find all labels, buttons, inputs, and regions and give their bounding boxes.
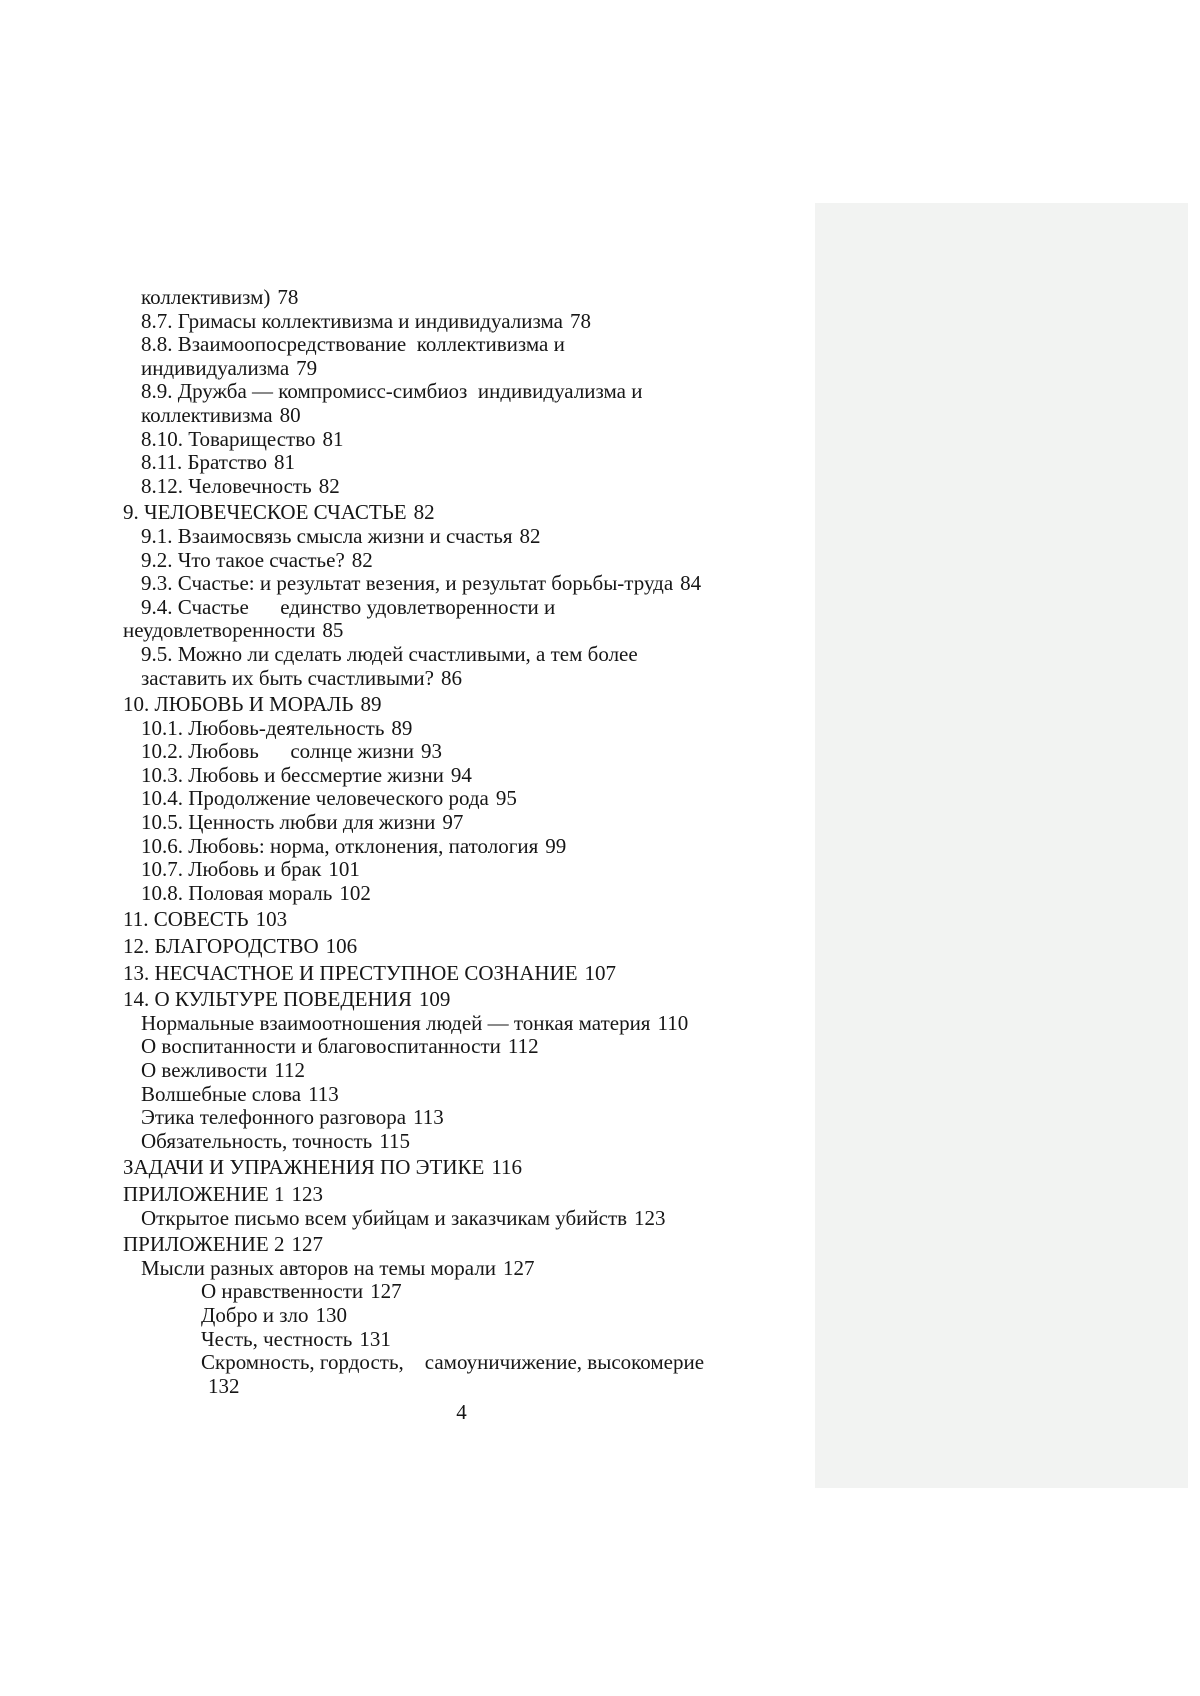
toc-entry-title: Скромность, гордость, самоуничижение, высокомерие — [201, 1350, 705, 1375]
toc-entry-title: 8.9. Дружба — компромисс-симбиоз индивидуализма и — [141, 379, 643, 404]
toc-entry-title: 10.2. Любовь солнце жизни — [141, 739, 414, 764]
toc-entry-title: 10.8. Половая мораль — [141, 880, 333, 905]
toc-entry-page-number: 110 — [657, 1010, 689, 1035]
toc-row — [123, 740, 800, 764]
toc-row — [123, 935, 800, 959]
toc-entry-page-number: 81 — [274, 450, 296, 475]
toc-entry-title: коллективизма — [141, 402, 273, 427]
toc-row — [123, 310, 800, 334]
toc-entry-title: 10.1. Любовь-деятельность — [141, 715, 385, 740]
toc-entry-title: 8.7. Гримасы коллективизма и индивидуализма — [141, 308, 563, 333]
toc-row — [123, 572, 800, 596]
toc-entry-title: Открытое письмо всем убийцам и заказчикам убийств — [141, 1205, 628, 1230]
toc-entry-title: 10.7. Любовь и брак — [141, 857, 322, 882]
toc-row — [123, 1106, 800, 1130]
toc-entry-title: коллективизм) — [141, 285, 271, 309]
toc-entry-title: О воспитанности и благовоспитанности — [141, 1034, 501, 1059]
toc-entry-title: индивидуализма — [141, 355, 290, 380]
toc-entry-page-number: 89 — [360, 692, 382, 717]
toc-row — [123, 787, 800, 811]
toc-row — [123, 1012, 800, 1036]
toc-entry-title: заставить их быть счастливыми? — [141, 665, 434, 690]
toc-row — [123, 643, 800, 667]
toc-entry-page-number: 127 — [291, 1232, 323, 1257]
toc-entry-page-number: 113 — [308, 1081, 339, 1106]
toc-row — [123, 333, 800, 357]
toc-row — [123, 1375, 800, 1399]
toc-row — [123, 475, 800, 499]
toc-entry-page-number: 132 — [208, 1373, 240, 1398]
toc-row — [123, 404, 800, 428]
toc-entry-title: 9. ЧЕЛОВЕЧЕСКОЕ СЧАСТЬЕ — [123, 500, 407, 525]
toc-entry-page-number: 109 — [418, 987, 451, 1012]
toc-row — [123, 501, 800, 525]
toc-entry-title: Честь, честность — [201, 1326, 353, 1351]
toc-entry-title: 9.1. Взаимосвязь смысла жизни и счастья — [141, 523, 513, 548]
toc-entry-page-number: 94 — [450, 762, 472, 787]
toc-entry-page-number: 113 — [413, 1105, 444, 1130]
toc-entry-title: 9.3. Счастье: и результат везения, и результат борьбы-труда — [141, 571, 674, 596]
toc-row — [123, 1156, 800, 1180]
toc-row — [123, 1328, 800, 1352]
toc-entry-page-number: 115 — [379, 1128, 410, 1153]
toc-entry-title: Мысли разных авторов на темы морали — [141, 1255, 497, 1280]
toc-entry-page-number: 86 — [441, 665, 462, 690]
toc-row — [123, 1083, 800, 1107]
toc-entry-title: 10.3. Любовь и бессмертие жизни — [141, 762, 444, 787]
toc-entry-page-number: 99 — [545, 833, 567, 858]
toc-entry-title: 10.5. Ценность любви для жизни — [141, 810, 436, 835]
toc-entry-title: 14. О КУЛЬТУРЕ ПОВЕДЕНИЯ — [123, 987, 412, 1012]
toc-entry-page-number: 84 — [680, 571, 702, 596]
toc-row — [123, 549, 800, 573]
toc-entry-page-number: 116 — [491, 1155, 523, 1180]
toc-entry-page-number: 78 — [277, 285, 299, 309]
toc-row — [123, 858, 800, 882]
toc-entry-title: 8.11. Братство — [141, 450, 268, 475]
toc-entry-page-number: 80 — [279, 402, 301, 427]
toc-row — [123, 286, 800, 310]
toc-row — [123, 811, 800, 835]
toc-entry-page-number: 107 — [584, 960, 617, 985]
toc-entry-page-number: 82 — [351, 547, 373, 572]
toc-row — [123, 1280, 800, 1304]
toc-entry-title: 10. ЛЮБОВЬ И МОРАЛЬ — [123, 692, 354, 717]
toc-row — [123, 596, 800, 620]
toc-entry-title: 10.6. Любовь: норма, отклонения, патология — [141, 833, 539, 858]
toc-entry-title: 8.8. Взаимоопосредствование коллективизма и — [141, 332, 565, 357]
toc-entry-page-number: 95 — [495, 786, 517, 811]
toc-entry-title: 9.2. Что такое счастье? — [141, 547, 345, 572]
toc-row — [123, 835, 800, 859]
toc-row — [123, 1233, 800, 1257]
toc-entry-title: Нормальные взаимоотношения людей — тонкая материя — [141, 1010, 651, 1035]
toc-entry-title: 9.4. Счастье единство удовлетворенности и — [141, 594, 556, 619]
toc-entry-title: ПРИЛОЖЕНИЕ 1 — [123, 1181, 285, 1206]
toc-entry-page-number: 127 — [503, 1255, 535, 1280]
toc-row — [123, 428, 800, 452]
toc-entry-page-number: 127 — [370, 1279, 402, 1304]
toc-row — [123, 962, 800, 986]
toc-entry-page-number: 81 — [322, 426, 344, 451]
toc-entry-page-number: 103 — [255, 907, 288, 932]
toc-entry-title: 11. СОВЕСТЬ — [123, 907, 249, 932]
toc-entry-page-number: 102 — [339, 880, 371, 905]
toc-entry-page-number: 112 — [274, 1058, 306, 1082]
toc-entry-page-number: 78 — [569, 308, 591, 333]
toc-entry-title: ЗАДАЧИ И УПРАЖНЕНИЯ ПО ЭТИКЕ — [123, 1155, 485, 1180]
toc-entry-page-number: 130 — [315, 1302, 348, 1327]
toc-entry-title: 9.5. Можно ли сделать людей счастливыми, а тем более — [141, 641, 638, 666]
toc-row — [123, 717, 800, 741]
toc-entry-title: неудовлетворенности — [123, 618, 316, 643]
page-folio: 4 — [456, 1400, 467, 1424]
toc-entry-page-number: 79 — [296, 355, 318, 380]
toc-entry-title: О вежливости — [141, 1058, 268, 1082]
toc-entry-title: О нравственности — [201, 1279, 364, 1304]
toc-entry-page-number: 82 — [318, 473, 340, 498]
toc-row — [123, 1257, 800, 1281]
toc-entry-page-number: 101 — [328, 857, 360, 882]
toc-entry-title: 12. БЛАГОРОДСТВО — [123, 934, 319, 959]
toc-entry-page-number: 89 — [391, 715, 413, 740]
toc-entry-page-number: 85 — [322, 618, 344, 643]
toc-row — [123, 988, 800, 1012]
toc-row — [123, 882, 800, 906]
toc — [123, 286, 800, 1398]
toc-entry-page-number: 123 — [634, 1205, 666, 1230]
toc-row — [123, 1351, 800, 1375]
toc-row — [123, 693, 800, 717]
toc-entry-page-number: 123 — [291, 1181, 323, 1206]
toc-entry-title: 13. НЕСЧАСТНОЕ И ПРЕСТУПНОЕ СОЗНАНИЕ — [123, 960, 578, 985]
toc-entry-page-number: 82 — [519, 523, 541, 548]
toc-entry-title: Добро и зло — [201, 1302, 309, 1327]
toc-row — [123, 380, 800, 404]
toc-row — [123, 451, 800, 475]
toc-row — [123, 1059, 800, 1083]
toc-entry-title: Обязательность, точность — [141, 1128, 373, 1153]
side-panel — [815, 203, 1188, 1488]
toc-row — [123, 1207, 800, 1231]
toc-entry-page-number: 97 — [442, 810, 464, 835]
toc-row — [123, 1183, 800, 1207]
toc-row — [123, 908, 800, 932]
toc-entry-page-number: 82 — [413, 500, 435, 525]
toc-row — [123, 764, 800, 788]
toc-entry-title: 8.10. Товарищество — [141, 426, 316, 451]
toc-row — [123, 357, 800, 381]
toc-entry-title: 8.12. Человечность — [141, 473, 312, 498]
toc-entry-title: Волшебные слова — [141, 1081, 302, 1106]
toc-row — [123, 1304, 800, 1328]
toc-entry-title: 10.4. Продолжение человеческого рода — [141, 786, 489, 811]
toc-entry-page-number: 131 — [359, 1326, 391, 1351]
toc-entry-title: Этика телефонного разговора — [141, 1105, 407, 1130]
toc-row — [123, 1130, 800, 1154]
toc-entry-page-number: 112 — [507, 1034, 539, 1059]
toc-row — [123, 667, 800, 691]
toc-row — [123, 619, 800, 643]
toc-entry-title: ПРИЛОЖЕНИЕ 2 — [123, 1232, 285, 1257]
toc-row — [123, 1035, 800, 1059]
toc-row — [123, 525, 800, 549]
toc-entry-page-number: 106 — [325, 934, 358, 959]
toc-entry-page-number: 93 — [420, 739, 442, 764]
